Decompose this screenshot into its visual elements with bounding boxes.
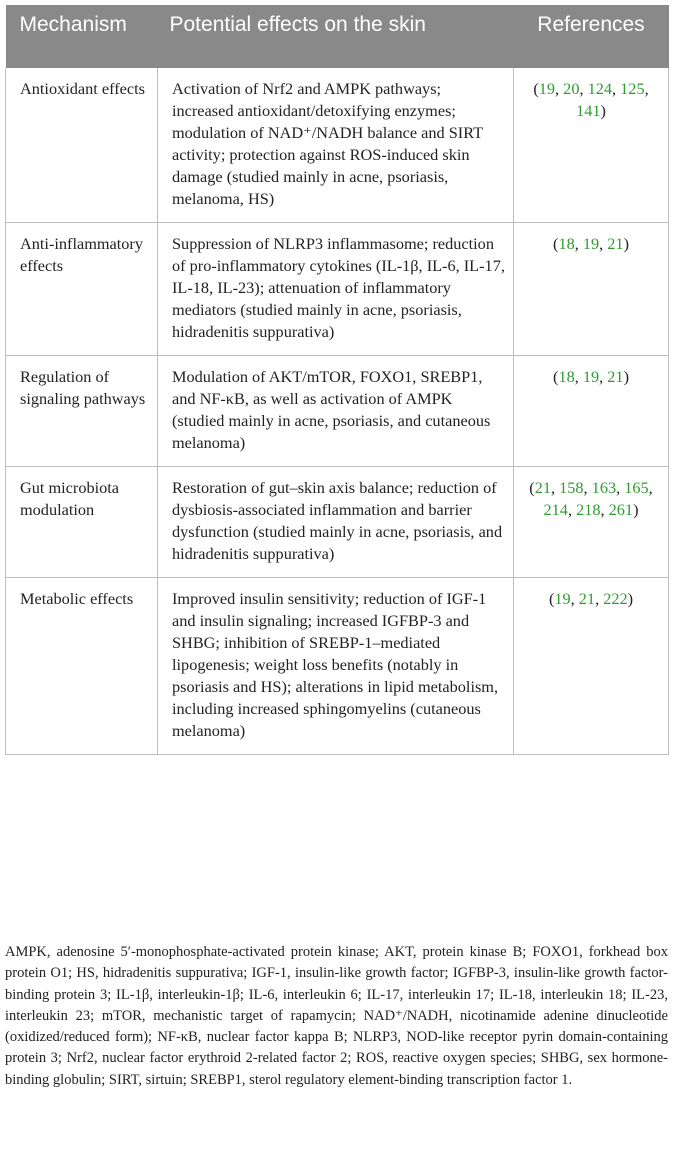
references-cell: (18, 19, 21) xyxy=(514,356,669,467)
reference-link[interactable]: 141 xyxy=(576,101,601,120)
mechanism-cell: Antioxidant effects xyxy=(6,68,158,223)
effects-cell: Improved insulin sensitivity; reduction of IGF-1 and insulin signaling; increased IGFBP-3 and SHBG; inhibition of SREBP-1–mediated lipogenesis; weight loss benefits (notably in psoriasis and HS); alterations in lipid metabolism, including increased sphingomyelins (cutaneous melanoma) xyxy=(158,578,514,755)
references-cell: (19, 20, 124, 125, 141) xyxy=(514,68,669,223)
reference-link[interactable]: 158 xyxy=(559,478,584,497)
reference-link[interactable]: 19 xyxy=(538,79,556,98)
mechanisms-table xyxy=(5,5,669,755)
references-cell: (19, 21, 222) xyxy=(514,578,669,755)
table-row xyxy=(6,356,669,467)
reference-link[interactable]: 125 xyxy=(620,79,645,98)
table-row xyxy=(6,223,669,356)
reference-link[interactable]: 18 xyxy=(558,367,575,386)
reference-link[interactable]: 19 xyxy=(582,367,600,386)
effects-cell: Restoration of gut–skin axis balance; reduction of dysbiosis-associated inflammation and barrier dysfunction (studied mainly in acne, psoriasis, and hidradenitis suppurativa) xyxy=(158,467,514,578)
header-effects: Potential effects on the skin xyxy=(158,5,514,68)
reference-link[interactable]: 21 xyxy=(534,478,551,497)
header-mechanism: Mechanism xyxy=(6,5,158,68)
mechanism-cell: Regulation of signaling pathways xyxy=(6,356,158,467)
reference-link[interactable]: 214 xyxy=(543,500,568,519)
reference-link[interactable]: 218 xyxy=(576,500,601,519)
reference-link[interactable]: 20 xyxy=(563,79,580,98)
header-references: References xyxy=(514,5,669,68)
references-cell: (18, 19, 21) xyxy=(514,223,669,356)
table-footnote: AMPK, adenosine 5′-monophosphate-activated protein kinase; AKT, protein kinase B; FOXO1, forkhead box protein O1; HS, hidradenitis suppurativa; IGF-1, insulin-like growth factor; IGFBP-3, insulin-like growth factor-binding protein 3; IL-1β, interleukin-1β; IL-6, interleukin 6; IL-17, interleukin 17; IL-18, interleukin 18; IL-23, interleukin 23; mTOR, mechanistic target of rapamycin; NAD⁺/NADH, nicotinamide adenine dinucleotide (oxidized/reduced form); NF-κB, nuclear factor kappa B; NLRP3, NOD-like receptor pyrin domain-containing protein 3; Nrf2, nuclear factor erythroid 2-related factor 2; ROS, reactive oxygen species; SHBG, sex hormone-binding globulin; SIRT, sirtuin; SREBP1, sterol regulatory element-binding transcription factor 1. xyxy=(5,944,668,1088)
reference-link[interactable]: 222 xyxy=(603,589,628,608)
reference-link[interactable]: 261 xyxy=(608,500,634,519)
table-row xyxy=(6,68,669,223)
reference-link[interactable]: 163 xyxy=(591,478,617,497)
reference-link[interactable]: 18 xyxy=(558,234,575,253)
mechanism-cell: Metabolic effects xyxy=(6,578,158,755)
references-cell: (21, 158, 163, 165, 214, 218, 261) xyxy=(514,467,669,578)
reference-link[interactable]: 19 xyxy=(554,589,571,608)
effects-cell: Modulation of AKT/mTOR, FOXO1, SREBP1, and NF-κB, as well as activation of AMPK (studied mainly in acne, psoriasis, and cutaneous melanoma) xyxy=(158,356,514,467)
effects-cell: Activation of Nrf2 and AMPK pathways; increased antioxidant/detoxifying enzymes; modulation of NAD⁺/NADH balance and SIRT activity; protection against ROS-induced skin damage (studied mainly in acne, psoriasis, melanoma, HS) xyxy=(158,68,514,223)
mechanism-cell: Anti-inflammatory effects xyxy=(6,223,158,356)
effects-cell: Suppression of NLRP3 inflammasome; reduction of pro-inflammatory cytokines (IL-1β, IL-6, IL-17, IL-18, IL-23); attenuation of inflammatory mediators (studied mainly in acne, psoriasis, hidradenitis suppurativa) xyxy=(158,223,514,356)
table-row xyxy=(6,578,669,755)
table-row xyxy=(6,467,669,578)
reference-link[interactable]: 21 xyxy=(607,367,624,386)
reference-link[interactable]: 21 xyxy=(578,589,596,608)
table-header-row xyxy=(6,5,669,68)
reference-link[interactable]: 124 xyxy=(587,79,613,98)
reference-link[interactable]: 19 xyxy=(582,234,600,253)
mechanism-cell: Gut microbiota modulation xyxy=(6,467,158,578)
reference-link[interactable]: 165 xyxy=(624,478,649,497)
reference-link[interactable]: 21 xyxy=(607,234,624,253)
